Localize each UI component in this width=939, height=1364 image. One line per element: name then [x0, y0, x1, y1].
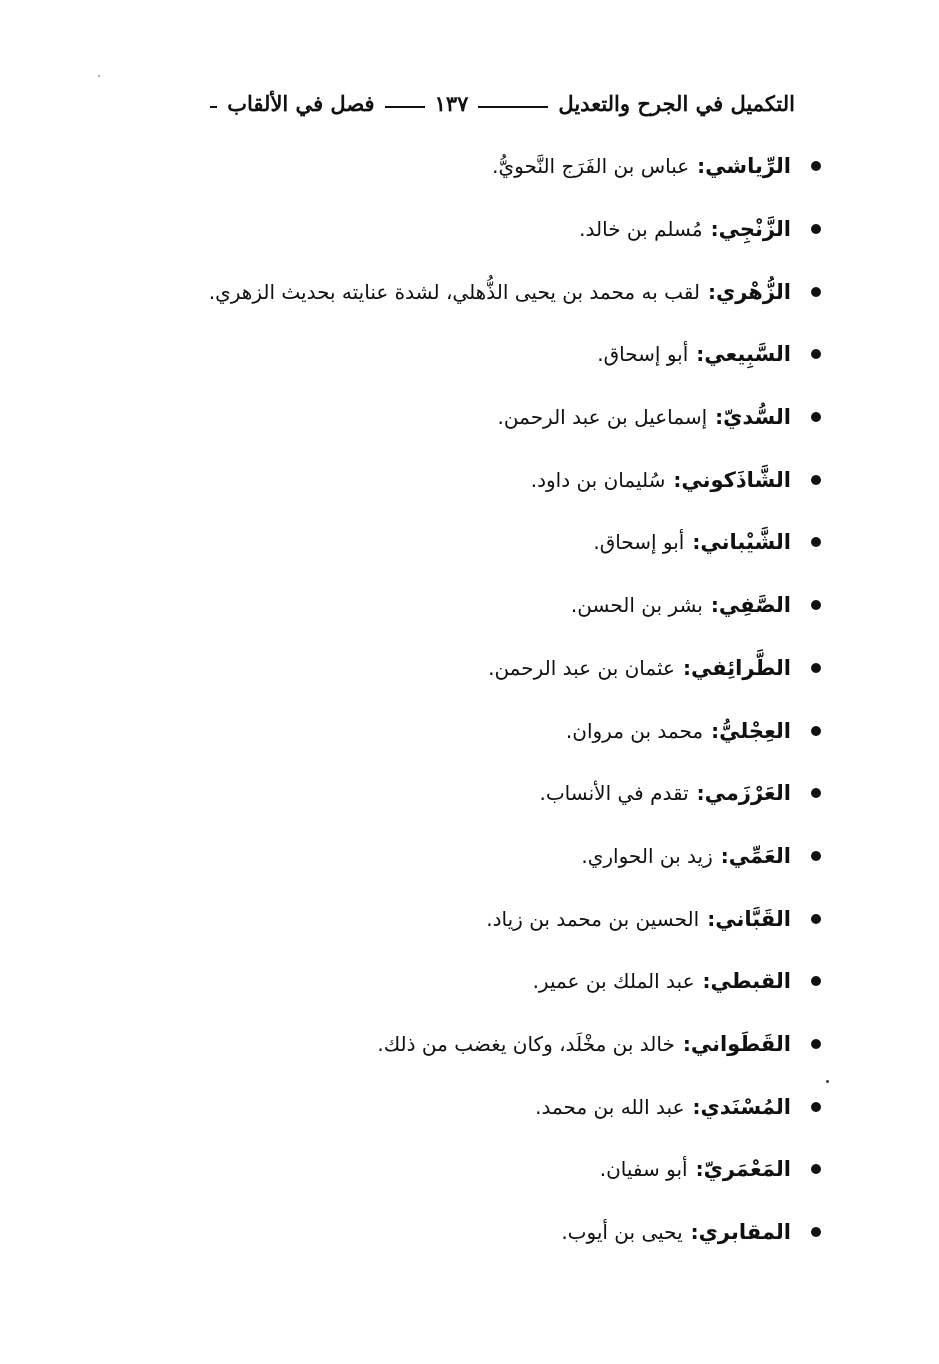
header-rule	[210, 106, 217, 108]
entry-colon: :	[682, 655, 691, 680]
list-item	[121, 1013, 821, 1076]
list-item	[121, 574, 821, 637]
entry-term: الشَّاذَكوني	[681, 467, 791, 492]
list-item	[121, 887, 821, 950]
entry-description: إسماعيل بن عبد الرحمن.	[497, 405, 708, 430]
bullet-icon	[811, 475, 821, 485]
list-item	[121, 1201, 821, 1264]
bullet-icon	[811, 537, 821, 547]
bullet-icon	[811, 788, 821, 798]
entry-term: القبطي	[710, 969, 791, 994]
entry-term: العَمِّي	[728, 843, 791, 868]
bullet-icon	[811, 851, 821, 861]
entry-description: أبو إسحاق.	[597, 342, 689, 367]
entry-description: أبو إسحاق.	[593, 530, 685, 555]
list-item	[121, 950, 821, 1013]
entry-term: العِجْليُّ	[719, 718, 791, 743]
list-item	[121, 1075, 821, 1138]
entry-term: السَّبِيعي	[704, 342, 791, 367]
bullet-icon	[811, 349, 821, 359]
entry-term: الزُّهْري	[715, 279, 791, 304]
entry-colon: :	[682, 1031, 691, 1056]
bullet-icon	[811, 287, 821, 297]
entry-colon: :	[690, 1220, 699, 1245]
entry-colon: :	[715, 405, 724, 430]
entry-term: المقابري	[698, 1220, 791, 1245]
entry-colon: :	[696, 781, 705, 806]
bullet-icon	[811, 161, 821, 171]
entry-description: مُسلم بن خالد.	[579, 217, 703, 242]
entry-colon: :	[697, 154, 706, 179]
bullet-icon	[811, 976, 821, 986]
entry-description: عباس بن الفَرَج النَّحويُّ.	[492, 154, 690, 179]
entry-description: عثمان بن عبد الرحمن.	[488, 655, 675, 680]
bullet-icon	[811, 1164, 821, 1174]
section-title: فصل في الألقاب	[227, 90, 375, 116]
book-title: التكميل في الجرح والتعديل	[558, 90, 795, 116]
entry-description: سُليمان بن داود.	[530, 467, 666, 492]
list-item	[121, 699, 821, 762]
entry-description: زيد بن الحواري.	[581, 843, 713, 868]
entry-description: عبد الملك بن عمير.	[532, 969, 695, 994]
header-rule	[478, 106, 548, 108]
list-item	[121, 260, 821, 323]
entry-colon: :	[711, 718, 720, 743]
list-item	[121, 762, 821, 825]
entry-term: الزَّنْجِي	[718, 217, 791, 242]
list-item	[121, 825, 821, 888]
list-item	[121, 1138, 821, 1201]
list-item	[121, 637, 821, 700]
bullet-icon	[811, 726, 821, 736]
entry-colon: :	[692, 530, 701, 555]
entry-colon: :	[707, 906, 716, 931]
entry-colon: :	[702, 969, 711, 994]
list-item	[121, 448, 821, 511]
entry-colon: :	[692, 1094, 701, 1119]
header-rule	[385, 106, 425, 108]
entry-description: أبو سفيان.	[599, 1157, 688, 1182]
entry-term: الشَّيْباني	[700, 530, 791, 555]
entry-term: الرِّياشي	[705, 154, 791, 179]
bullet-icon	[811, 1227, 821, 1237]
list-item	[121, 386, 821, 449]
entry-description: محمد بن مروان.	[565, 718, 704, 743]
entry-colon: :	[695, 1157, 704, 1182]
bullet-icon	[811, 1102, 821, 1112]
entry-term: الصَّفِي	[718, 593, 791, 618]
entry-colon: :	[696, 342, 705, 367]
list-item	[121, 511, 821, 574]
entry-description: بشر بن الحسن.	[570, 593, 703, 618]
bullet-icon	[811, 663, 821, 673]
entry-term: العَرْزَمي	[704, 781, 791, 806]
entry-term: المُسْنَدي	[700, 1094, 791, 1119]
list-item	[121, 135, 821, 198]
entry-colon: :	[707, 279, 716, 304]
page-number: ١٣٧	[434, 90, 469, 116]
scan-speck	[826, 1080, 829, 1083]
entry-colon: :	[710, 593, 719, 618]
entry-description: تقدم في الأنساب.	[539, 781, 689, 806]
running-header	[200, 86, 795, 120]
entry-colon: :	[673, 467, 682, 492]
bullet-icon	[811, 412, 821, 422]
list-item	[121, 198, 821, 261]
entry-colon: :	[720, 843, 729, 868]
entry-term: الطَّرائِفي	[690, 655, 791, 680]
entry-list	[121, 135, 821, 1263]
scan-speck	[98, 75, 100, 77]
bullet-icon	[811, 224, 821, 234]
entry-colon: :	[710, 217, 719, 242]
entry-description: خالد بن مخْلَد، وكان يغضب من ذلك.	[377, 1031, 675, 1056]
entry-term: السُّديّ	[723, 405, 791, 430]
entry-term: القَبَّاني	[715, 906, 791, 931]
entry-description: الحسين بن محمد بن زياد.	[486, 906, 700, 931]
bullet-icon	[811, 1039, 821, 1049]
entry-description: يحيى بن أيوب.	[561, 1220, 683, 1245]
entry-term: القَطَواني	[690, 1031, 791, 1056]
list-item	[121, 323, 821, 386]
bullet-icon	[811, 914, 821, 924]
bullet-icon	[811, 600, 821, 610]
entry-description: لقب به محمد بن يحيى الذُّهلي، لشدة عنايته بحديث الزهري.	[208, 279, 700, 304]
entry-description: عبد الله بن محمد.	[535, 1094, 685, 1119]
entry-term: المَعْمَريّ	[703, 1157, 791, 1182]
